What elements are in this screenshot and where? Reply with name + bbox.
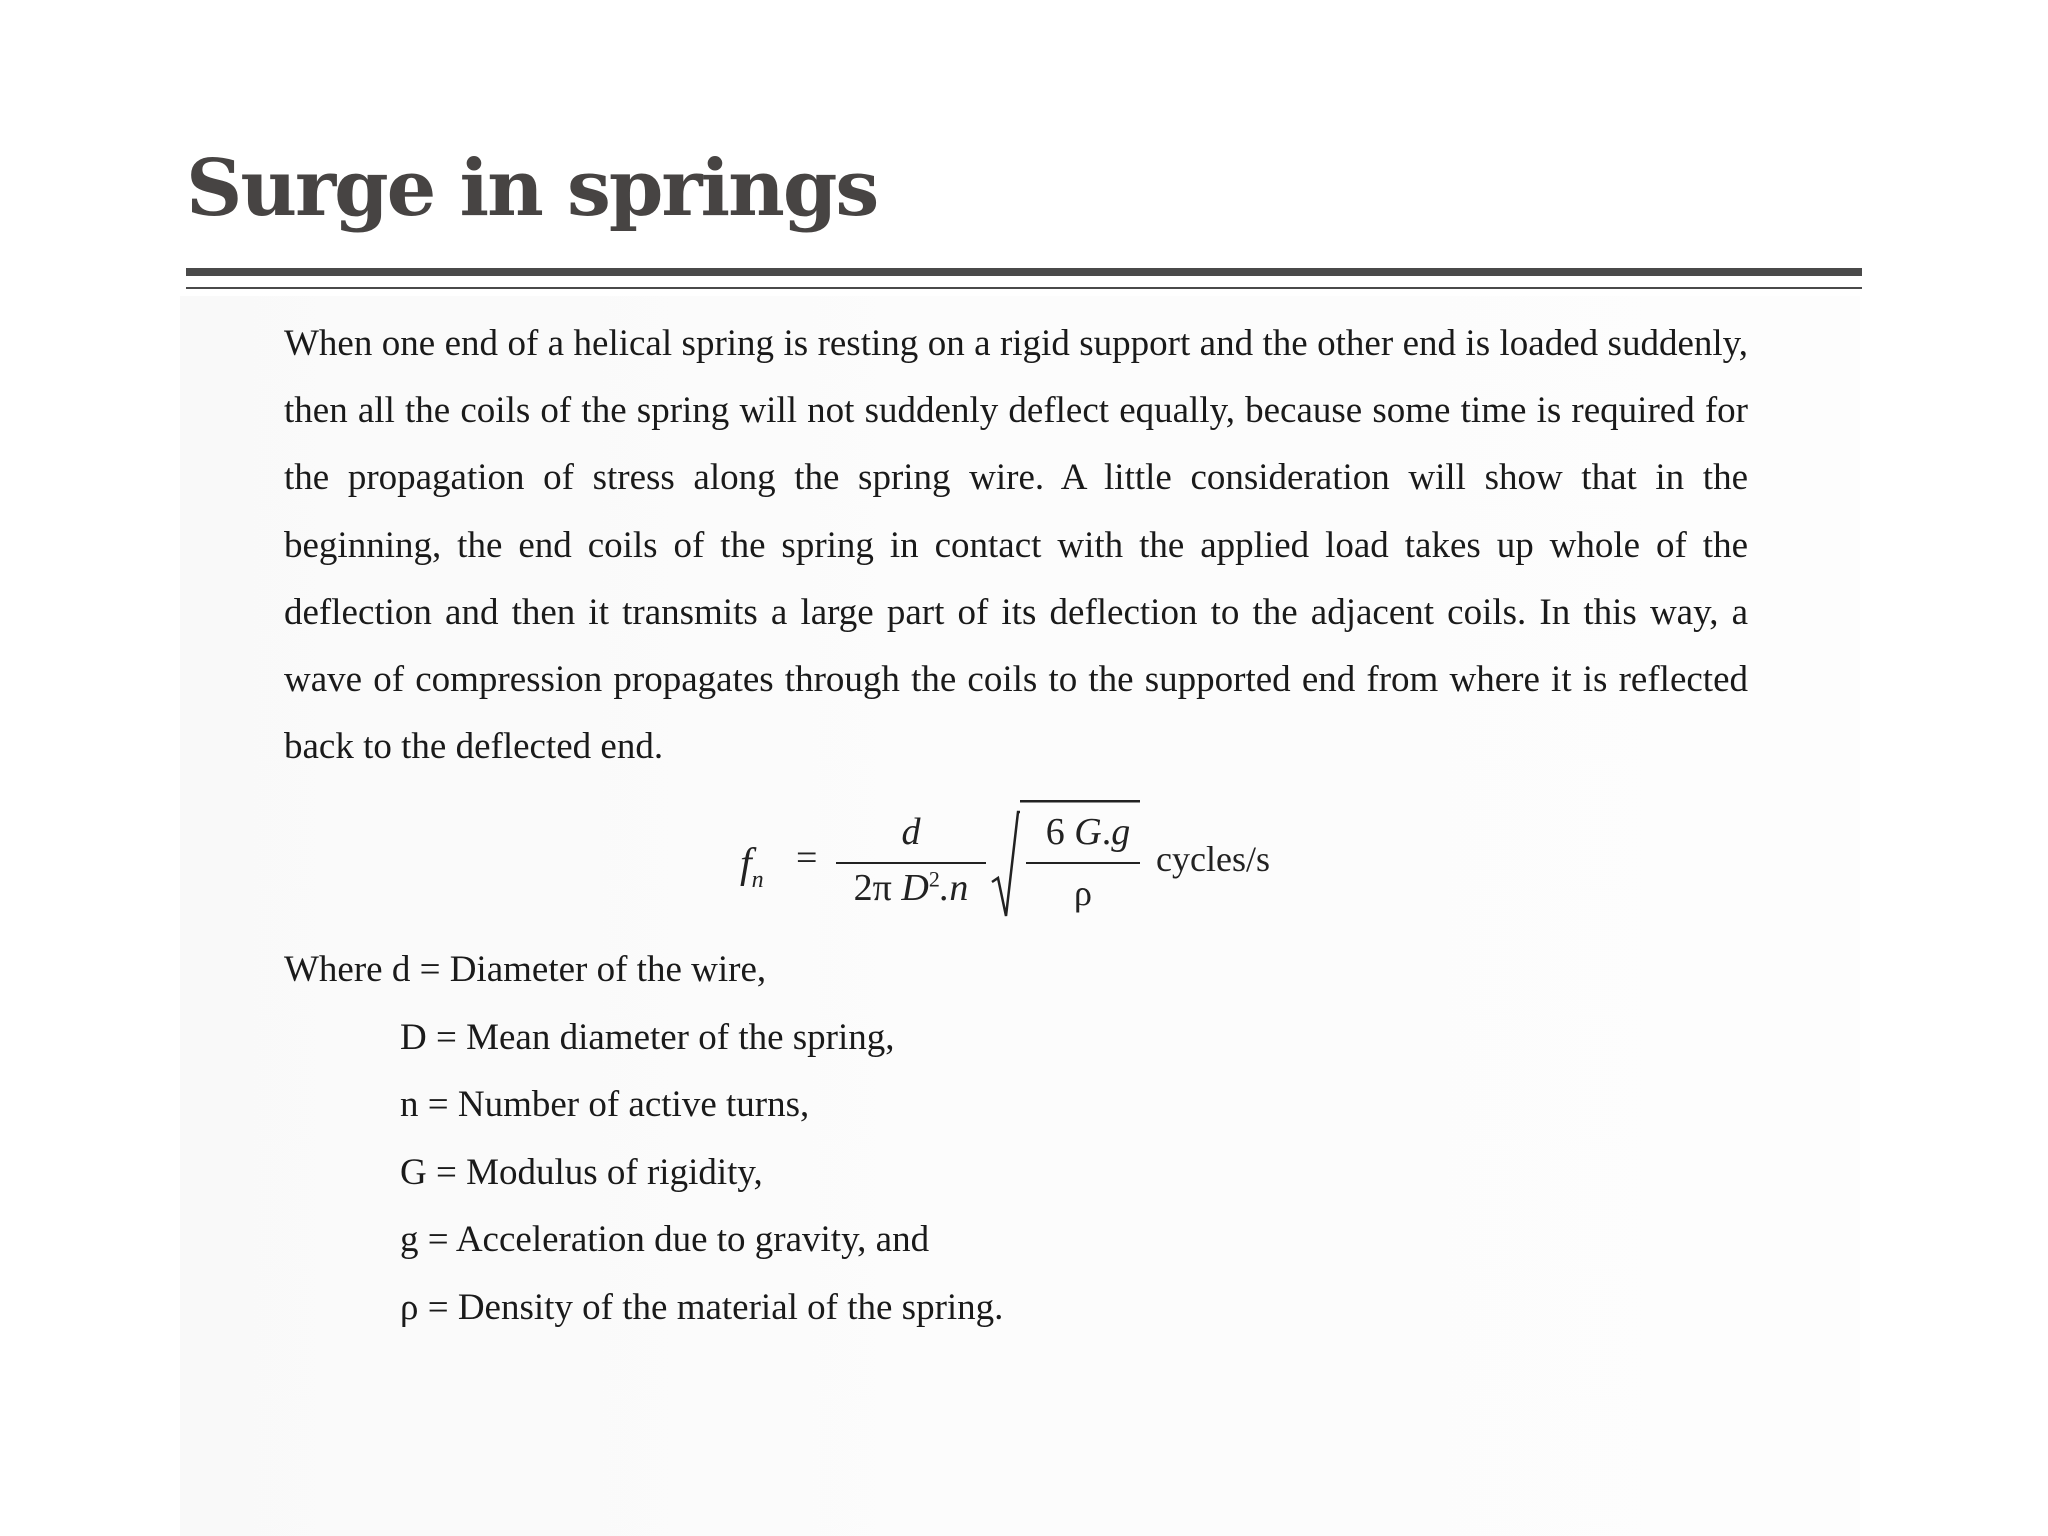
definition-d: Where d = Diameter of the wire,	[284, 949, 767, 990]
radical-sign	[990, 810, 1020, 920]
formula-unit: cycles/s	[1156, 839, 1270, 879]
radicand-denominator: ρ	[1074, 873, 1092, 913]
formula-lhs	[740, 840, 764, 893]
fraction-numerator: d	[901, 811, 921, 853]
definition-g: g = Acceleration due to gravity, and	[400, 1219, 930, 1261]
formula-equals: =	[796, 837, 818, 879]
formula-lhs-symbol: f	[740, 841, 752, 887]
slide-title: Surge in springs	[186, 143, 878, 234]
fraction-denominator	[836, 866, 986, 910]
radicand-numerator	[1026, 810, 1150, 854]
formula-lhs-subscript: n	[751, 867, 764, 893]
den-coefficient: 2π	[853, 867, 892, 909]
radicand-coefficient: 6	[1045, 811, 1065, 853]
radicand-bar	[1026, 862, 1140, 864]
radicand-g: g	[1111, 811, 1131, 853]
body-paragraph: When one end of a helical spring is resting on a rigid support and the other end is loaded suddenly, then all the coils of the spring will not suddenly deflect equally, because some time is required for the propagation of stress along the spring wire. A little consideration will show that in the beginning, the end coils of the spring in contact with the applied load takes up whole of the deflection and then it transmits a large part of its deflection to the adjacent coils. In this way, a wave of compression propagates through the coils to the supported end from where it is reflected back to the deflected end.	[284, 323, 1748, 768]
definition-D: D = Mean diameter of the spring,	[400, 1016, 895, 1058]
den-exponent: 2	[928, 866, 940, 892]
title-rule-thick	[186, 268, 1862, 276]
natural-frequency-formula	[736, 800, 1316, 920]
definition-n: n = Number of active turns,	[400, 1084, 810, 1126]
title-rule-thin	[186, 287, 1862, 289]
radicand-dot: .	[1101, 811, 1112, 853]
definition-G: G = Modulus of rigidity,	[400, 1151, 763, 1193]
definitions-list	[284, 936, 1003, 1342]
radicand-G: G	[1074, 811, 1102, 853]
definition-rho: ρ = Density of the material of the spring.	[400, 1286, 1004, 1328]
fraction-bar	[836, 862, 986, 864]
radical-overline	[1020, 800, 1144, 804]
radicand	[1026, 800, 1150, 920]
den-n: .n	[939, 867, 969, 909]
formula-fraction	[836, 800, 986, 920]
den-D: D	[901, 867, 929, 909]
